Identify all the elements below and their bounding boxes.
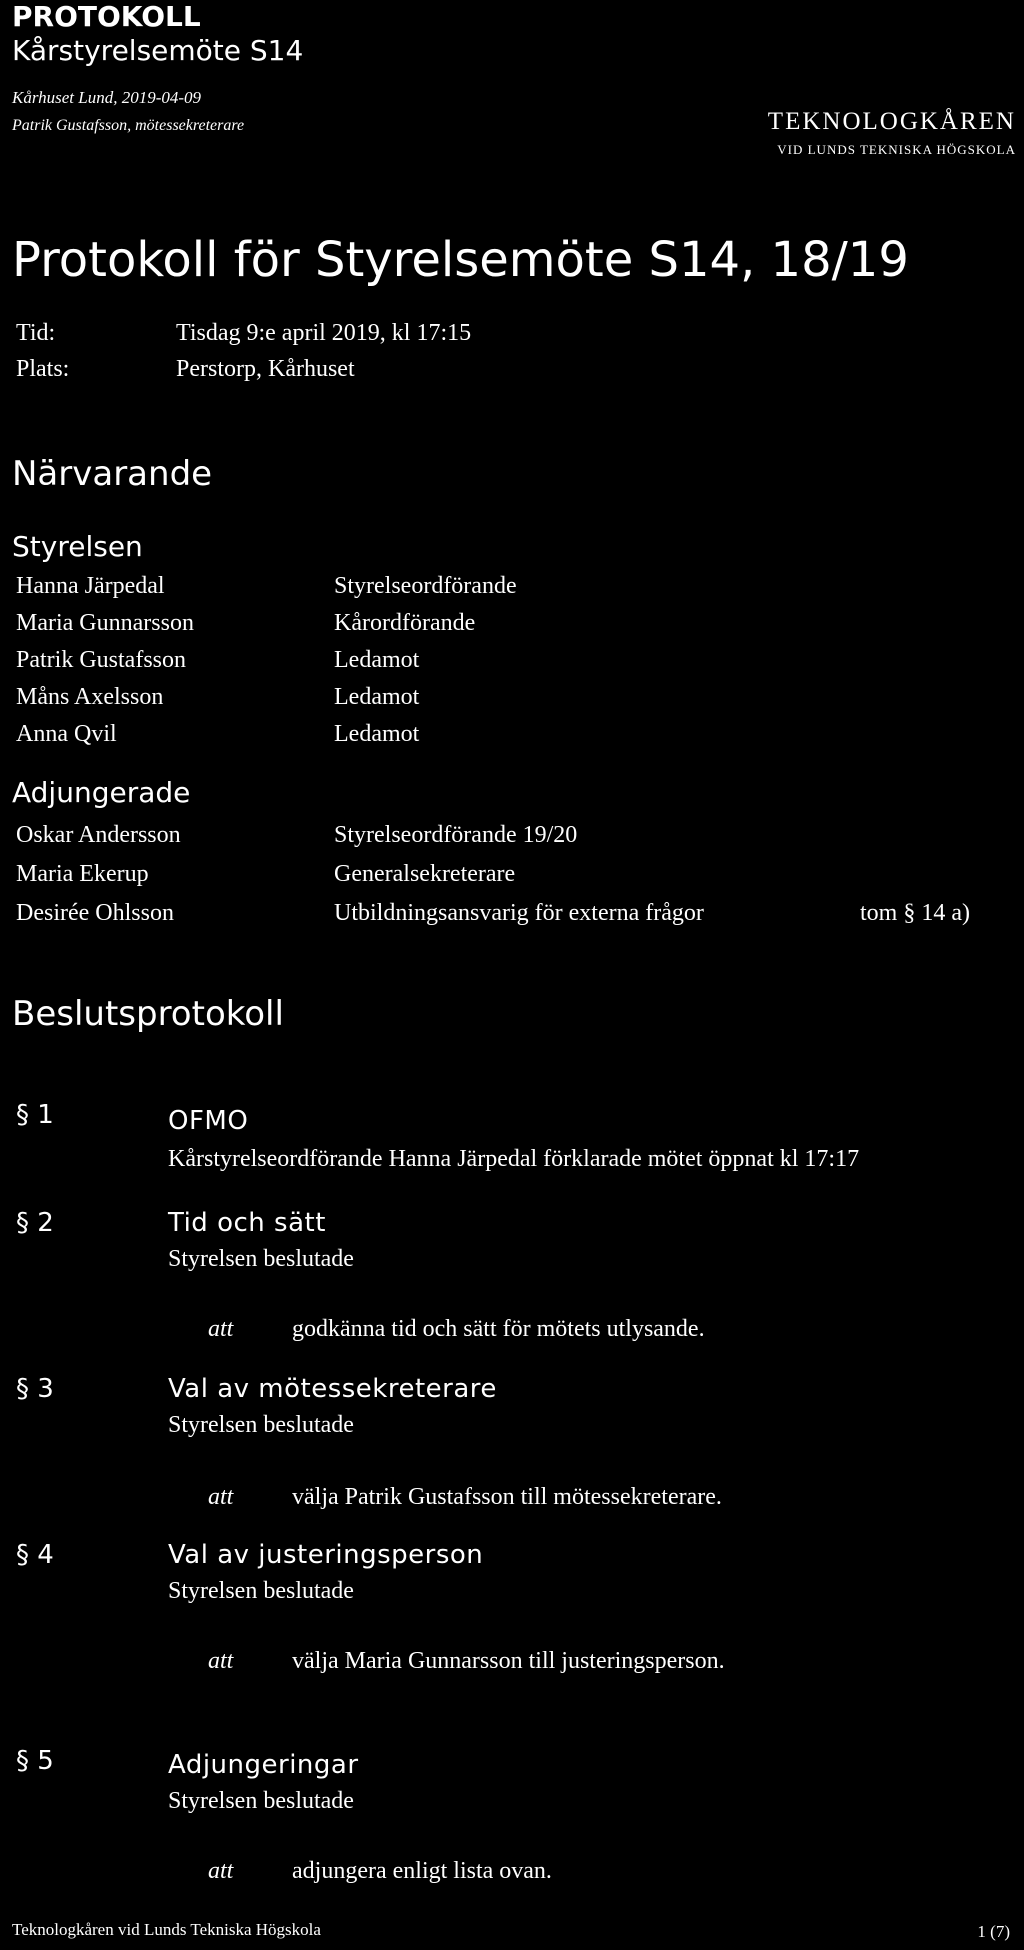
item-body: Styrelsen beslutade (168, 1788, 354, 1814)
decision-text: välja Patrik Gustafsson till mötessekreterare. (292, 1484, 722, 1510)
adjunct-heading: Adjungerade (12, 776, 191, 809)
meta-value: Perstorp, Kårhuset (176, 356, 355, 382)
decision-text: välja Maria Gunnarsson till justeringsperson. (292, 1648, 725, 1674)
meta-label: Plats: (16, 356, 70, 382)
footer-org: Teknologkåren vid Lunds Tekniska Högskola (12, 1920, 321, 1939)
board-heading: Styrelsen (12, 530, 143, 563)
item-title: OFMO (168, 1106, 249, 1136)
org-logo-name: TEKNOLOGKÅREN (767, 108, 1016, 135)
member-role: Kårordförande (334, 610, 476, 636)
paragraph-number: § 4 (16, 1540, 54, 1570)
member-role: Styrelseordförande (334, 573, 517, 599)
attendance-heading: Närvarande (12, 454, 213, 494)
paragraph-number: § 5 (16, 1746, 54, 1776)
att-word: att (208, 1648, 234, 1674)
item-title: Val av justeringsperson (168, 1540, 484, 1570)
adjunct-name: Desirée Ohlsson (16, 900, 174, 926)
att-word: att (208, 1484, 234, 1510)
page-title: Protokoll för Styrelsemöte S14, 18/19 (12, 232, 909, 288)
page-number: 1 (7) (977, 1922, 1010, 1941)
member-role: Ledamot (334, 721, 420, 747)
item-body: Styrelsen beslutade (168, 1246, 354, 1272)
paragraph-number: § 2 (16, 1208, 54, 1238)
meta-value: Tisdag 9:e april 2019, kl 17:15 (176, 320, 472, 346)
member-name: Maria Gunnarsson (16, 610, 194, 636)
adjunct-name: Oskar Andersson (16, 822, 181, 848)
item-body: Styrelsen beslutade (168, 1412, 354, 1438)
paragraph-number: § 1 (16, 1100, 54, 1130)
member-name: Patrik Gustafsson (16, 647, 186, 673)
item-body: Styrelsen beslutade (168, 1578, 354, 1604)
item-title: Adjungeringar (168, 1750, 359, 1780)
member-name: Måns Axelsson (16, 684, 164, 710)
doc-type: PROTOKOLL (12, 0, 201, 33)
org-logo-sub: VID LUNDS TEKNISKA HÖGSKOLA (777, 142, 1016, 157)
att-word: att (208, 1316, 234, 1342)
paragraph-number: § 3 (16, 1374, 54, 1404)
meeting-name: Kårstyrelsemöte S14 (12, 34, 304, 67)
adjunct-name: Maria Ekerup (16, 861, 149, 887)
adjunct-role: Styrelseordförande 19/20 (334, 822, 578, 848)
att-word: att (208, 1858, 234, 1884)
minutes-heading: Beslutsprotokoll (12, 994, 284, 1034)
meta-label: Tid: (16, 320, 56, 346)
item-body: Kårstyrelseordförande Hanna Järpedal förklarade mötet öppnat kl 17:17 (168, 1146, 860, 1172)
member-role: Ledamot (334, 647, 420, 673)
member-name: Anna Qvil (16, 721, 117, 747)
decision-text: godkänna tid och sätt för mötets utlysande. (292, 1316, 705, 1342)
member-role: Ledamot (334, 684, 420, 710)
place-date: Kårhuset Lund, 2019-04-09 (12, 88, 202, 107)
item-title: Tid och sätt (168, 1208, 326, 1238)
item-title: Val av mötessekreterare (168, 1374, 497, 1404)
decision-text: adjungera enligt lista ovan. (292, 1858, 552, 1884)
adjunct-role: Generalsekreterare (334, 861, 516, 887)
secretary-line: Patrik Gustafsson, mötessekreterare (12, 117, 245, 134)
adjunct-role: Utbildningsansvarig för externa frågor (334, 900, 704, 926)
member-name: Hanna Järpedal (16, 573, 165, 599)
adjunct-note: tom § 14 a) (860, 900, 970, 926)
